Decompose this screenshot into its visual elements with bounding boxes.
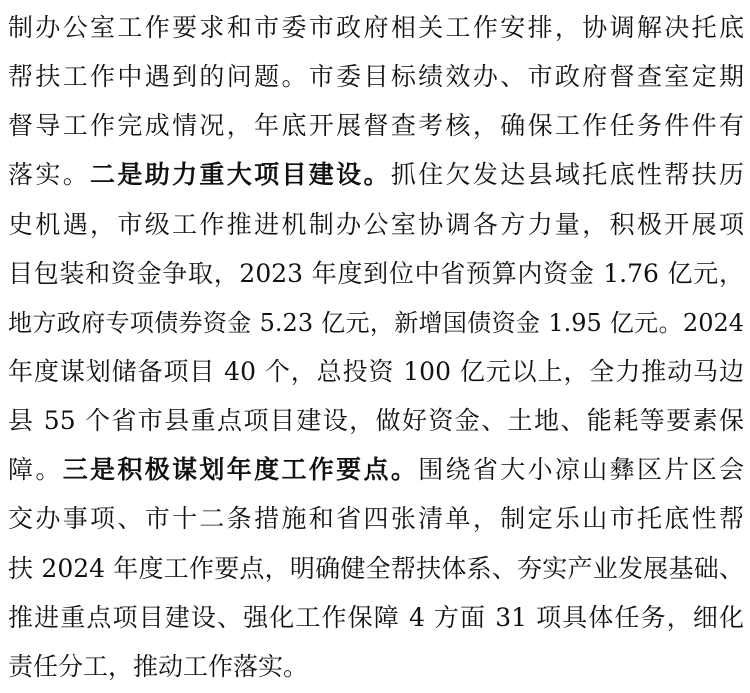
text-line (8, 199, 744, 251)
text-segment: 抓住欠发达县域托底性帮扶历 (390, 160, 744, 190)
text-segment: 县 55 个省市县重点项目建设，做好资金、土地、能耗等要素保 (8, 406, 744, 436)
text-segment: 帮扶工作中遇到的问题。市委目标绩效办、市政府督查室定期 (8, 62, 744, 92)
text-segment: 扶 2024 年度工作要点，明确健全帮扶体系、夯实产业发展基础、 (8, 553, 744, 583)
text-segment: 落实。 (8, 160, 91, 190)
text-line (8, 493, 744, 545)
text-line (8, 444, 744, 496)
section-heading: 二是助力重大项目建设。 (90, 160, 391, 190)
text-segment: 制办公室工作要求和市委市政府相关工作安排，协调解决托底 (8, 13, 744, 42)
text-line (8, 2, 744, 54)
text-line (8, 248, 744, 300)
text-line (8, 641, 744, 693)
text-line (8, 297, 744, 349)
text-segment: 围绕省大小凉山彝区片区会 (418, 455, 744, 485)
text-line (8, 100, 744, 152)
text-line (8, 543, 744, 595)
text-line (8, 395, 744, 447)
text-segment: 督导工作完成情况，年底开展督查考核，确保工作任务件件有 (8, 111, 744, 141)
text-line (8, 149, 744, 201)
text-segment: 推进重点项目建设、强化工作保障 4 方面 31 项具体任务，细化 (8, 602, 744, 632)
text-segment: 地方政府专项债券资金 5.23 亿元，新增国债资金 1.95 亿元。2024 (8, 308, 744, 337)
text-segment: 交办事项、市十二条措施和省四张清单，制定乐山市托底性帮 (8, 504, 744, 534)
text-segment: 障。 (8, 455, 63, 485)
text-line (8, 592, 744, 644)
text-segment: 史机遇，市级工作推进机制办公室协调各方力量，积极开展项 (8, 209, 744, 239)
text-segment: 年度谋划储备项目 40 个，总投资 100 亿元以上，全力推动马边 (8, 357, 744, 386)
text-line (8, 51, 744, 103)
text-segment: 目包装和资金争取，2023 年度到位中省预算内资金 1.76 亿元， (8, 258, 744, 288)
text-segment: 责任分工，推动工作落实。 (8, 651, 309, 681)
text-line (8, 346, 744, 398)
section-heading: 三是积极谋划年度工作要点。 (62, 455, 419, 485)
